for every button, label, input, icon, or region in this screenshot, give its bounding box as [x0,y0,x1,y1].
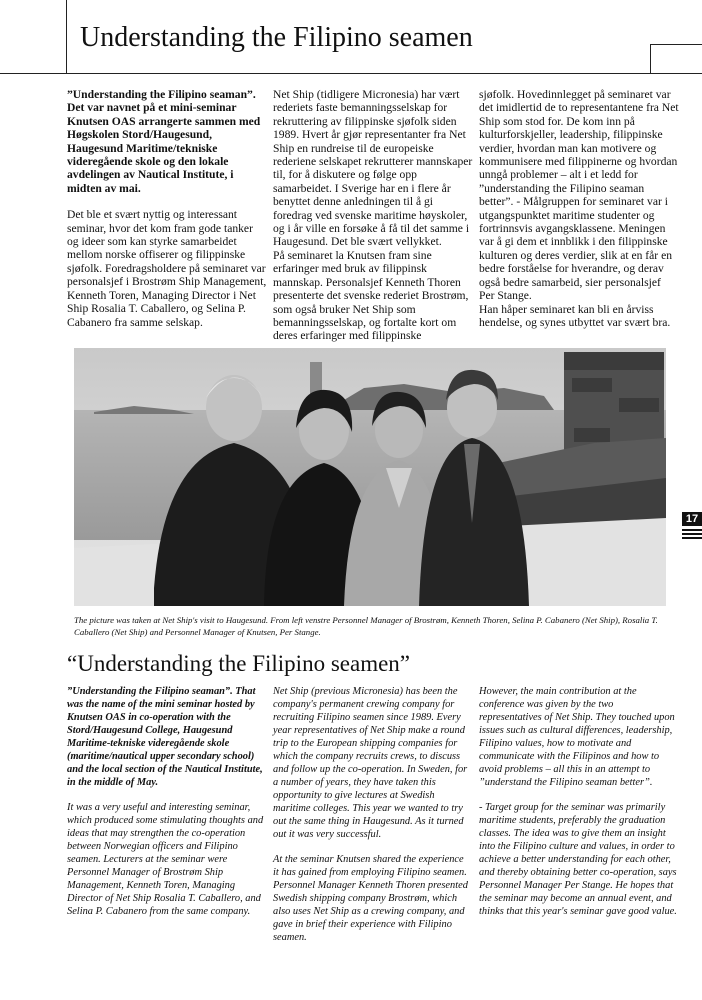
english-paragraph-2: Net Ship (previous Micronesia) has been the company's permanent crewing company for recruiting Filipino seamen since 1989. Every year representatives of Net Ship make a round trip to the European shipping companies for which the company recruits crews, to discuss and follow up the co-operation. In Sweden, for a number of years, they have taken this opportunity to give lectures at Swedish maritime colleges. This year we wanted to try out the same thing in Haugesund. As it turned out it was very successful. [273,686,468,840]
header-corner-rule-vertical [650,44,651,74]
norwegian-paragraph-2: Net Ship (tidligere Micronesia) har vært rederiets faste bemanningsselskap for rekruttering av filippinske sjøfolk siden 1989. Hvert år gjør representanter fra Net Ship en rundreise til de europeiske rederiene selskapet rekrutterer mannskaper til, for å diskutere og følge opp samarbeidet. I Sverige har en i flere år benyttet denne anledningen til å gi foredrag ved svenske maritime høyskoler, og i år ville en forsøke å få til det samme i Haugesund. Det ble svært vellykket. [273,88,473,249]
page-number-rules [682,527,702,539]
group-photo [74,348,666,606]
photo-caption: The picture was taken at Net Ship's visit to Haugesund. From left venstre Personnel Manager of Brostrøm, Kenneth Thoren, Selina P. Cabanero (Net Ship), Rosalia T. Caballero (Net Ship) and Personnel Manager of Knutsen, Per Stange. [74,615,658,637]
norwegian-paragraph-1: Det ble et svært nyttig og interessant seminar, hvor det kom fram gode tanker og ideer som kan styrke samarbeidet mellom norske offiserer og filippinske sjøfolk. Foredragsholdere på seminaret var personalsjef i Brostrøm Ship Management, Kenneth Toren, Managing Director i Net Ship Rosalia T. Caballero, og Selina P. Cabanero fra samme selskap. [67,208,267,329]
norwegian-lead: ”Understanding the Filipino seaman”. Det var navnet på et mini-seminar Knutsen OAS arrangerte sammen med Høgskolen Stord/Haugesund, Haugesund Maritime/tekniske videregående skole og den lokale avdelingen av Nautical Institute, i midten av mai. [67,88,261,195]
norwegian-paragraph-5: Han håper seminaret kan bli en årviss hendelse, og synes utbyttet var svært bra. [479,302,671,329]
norwegian-column-2 [273,88,473,343]
english-lead: ”Understanding the Filipino seaman”. That was the name of the mini seminar hosted by Knutsen OAS in co-operation with the Stord/Haugesund College, Haugesund Maritime-tekniske videregående skole (maritime/nautical upper secondary school) and the local section of the Nautical Institute, in the middle of May. [67,686,263,788]
header-corner-rule [650,44,702,45]
norwegian-column-3 [479,88,679,329]
norwegian-column-1 [67,88,267,329]
norwegian-paragraph-4: sjøfolk. Hovedinnlegget på seminaret var det imidlertid de to representantene fra Net Ship som stod for. De kom inn på kulturforskjeller, leadership, filippinske verdier, hvordan man kan motivere og kommunisere med filippinerne og hvordan unngå problemer – alt i et ledd for ”understanding the Filipino seaman better”. - Målgruppen for seminaret var i utgangspunktet maritime studenter og fortrinnsvis avgangsklassene. Meningen var å gi dem et innblikk i den filippinske kulturen og deres verdier, slik at en får en bedre forståelse for hverandre, og derav også bedre samarbeid, sier personalsjef Per Stange. [479,88,679,303]
page-number-rule [682,537,702,539]
page-number-rule [682,533,702,535]
english-title: “Understanding the Filipino seamen” [67,651,411,676]
page-number-rule [682,529,702,531]
norwegian-paragraph-3: På seminaret la Knutsen fram sine erfaringer med bruk av filippinsk mannskap. Personalsjef Kenneth Thoren presenterte det svenske rederiet Brostrøm, som også bruker Net Ship som bemanningsselskap, og fortalte kort om deres erfaringer med filippinske [273,248,469,343]
english-column-3 [479,685,677,918]
english-column-1 [67,685,265,918]
english-paragraph-1: It was a very useful and interesting seminar, which produced some stimulating thoughts and ideas that may strengthen the co-operation between Norwegian officers and Filipino seamen. Lecturers at the seminar were Personnel Manager of Brostrøm Ship Management, Kenneth Toren, Managing Director of Net Ship Rosalia T. Caballero, and Selina P. Cabanero from the same company. [67,802,264,917]
page-number: 17 [682,512,702,526]
english-paragraph-3: At the seminar Knutsen shared the experience it has gained from employing Filipino seamen. Personnel Manager Kenneth Thoren presented Swedish shipping company Brostrøm, which also uses Net Ship as a crewing company, and gave in brief their experience with Filipino seamen. [273,854,468,943]
header-rule [0,73,702,74]
english-paragraph-4: However, the main contribution at the conference was given by the two representatives of Net Ship. They touched upon issues such as cultural differences, leadership, Filipino values, how to motivate and communicate with the Filipinos and how to avoid problems – all this in an attempt to ”understand the Filipino seaman better”. [479,686,675,788]
english-paragraph-5: - Target group for the seminar was primarily maritime students, preferably the graduation classes. The idea was to give them an insight into the Filipino culture and values, in order to achieve a better understanding for each other, and thereby obtaining better co-operation, says Personnel Manager Per Stange. He hopes that the seminar may become an annual event, and thinks that this year's seminar gave good value. [479,802,677,917]
header-divider-vertical [66,0,67,74]
article-title: Understanding the Filipino seamen [80,22,473,53]
english-column-2 [273,685,471,944]
